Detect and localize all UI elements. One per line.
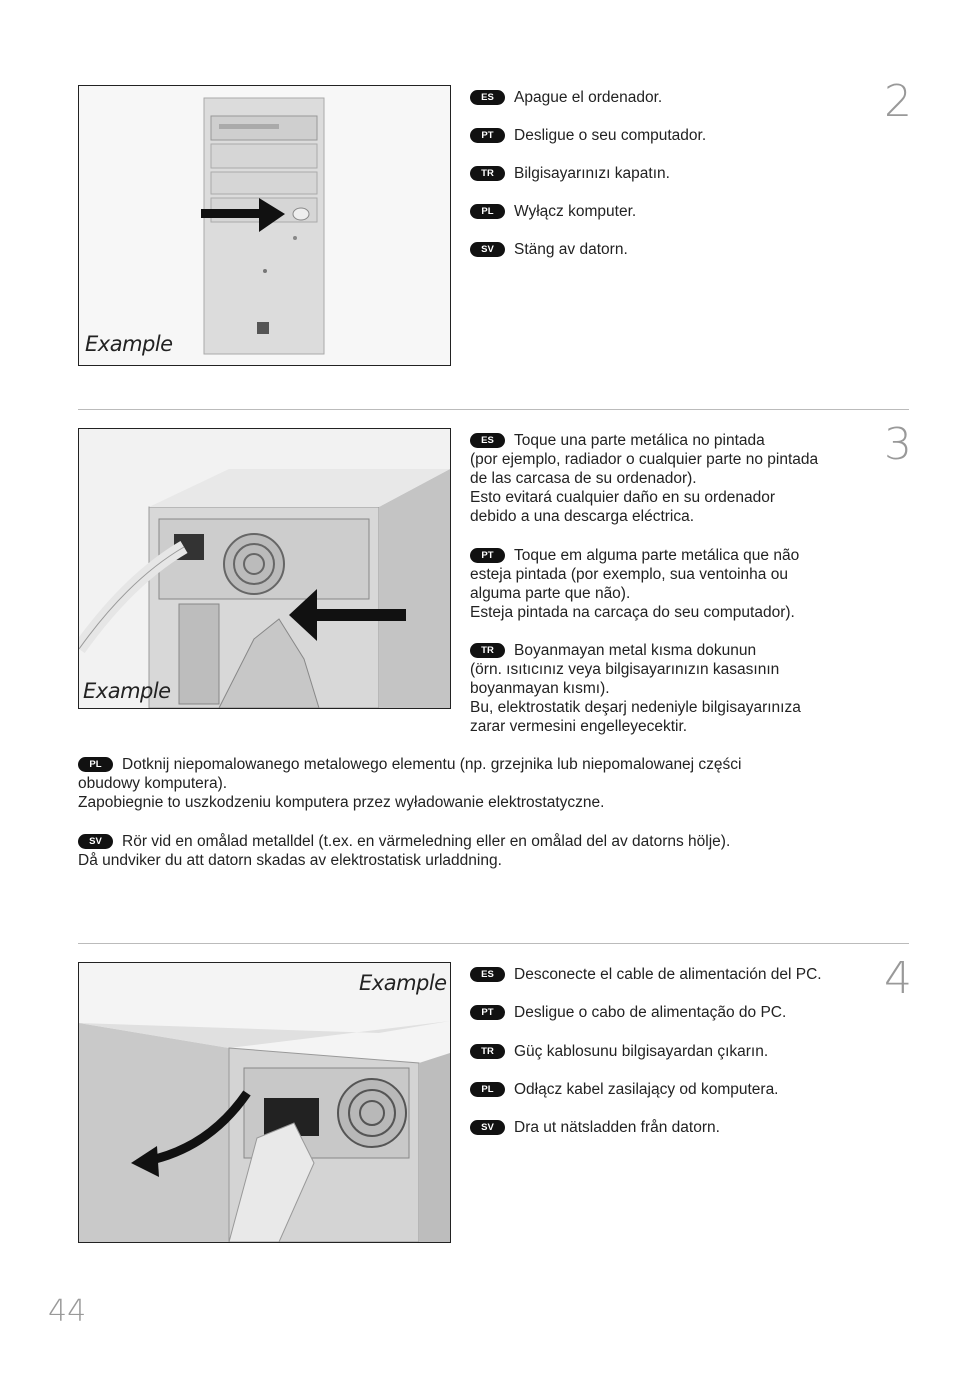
lang-badge-pl: PL: [470, 204, 505, 219]
pc-tower-unplug-illustration: [79, 963, 450, 1242]
lang-badge-tr: TR: [470, 166, 505, 181]
step4-line-pt: [470, 1003, 786, 1022]
step4-line-sv: [470, 1118, 720, 1137]
step4-line-es: [470, 965, 822, 984]
step2-text-tr: Bilgisayarınızı kapatın.: [514, 165, 670, 182]
step3-pt-line: esteja pintada (por exemplo, sua ventoinha ou: [470, 566, 788, 583]
lang-badge-pt: PT: [470, 1005, 505, 1020]
lang-badge-tr: TR: [470, 1044, 505, 1059]
step3-pt-first-line: Toque em alguma parte metálica que não: [514, 547, 800, 564]
lang-badge-pt: PT: [470, 548, 505, 563]
step3-pl-first-line: Dotknij niepomalowanego metalowego elementu (np. grzejnika lub niepomalowanej części: [122, 756, 742, 773]
section-divider: [78, 943, 909, 944]
lang-badge-sv: SV: [470, 242, 505, 257]
step3-es-paragraph: [470, 431, 818, 526]
step3-tr-line: Bu, elektrostatik deşarj nedeniyle bilgisayarınıza: [470, 699, 801, 716]
lang-badge-pl: PL: [470, 1082, 505, 1097]
step3-tr-line: zarar vermesini engelleyecektir.: [470, 718, 688, 735]
step3-pl-line: obudowy komputera).: [78, 775, 228, 792]
example-label: Example: [83, 679, 171, 703]
lang-badge-pl: PL: [78, 757, 113, 772]
step3-pt-line: Esteja pintada na carcaça do seu computador).: [470, 604, 795, 621]
step3-photo: [78, 428, 451, 709]
step-number-4: 4: [884, 953, 912, 1004]
step4-photo: [78, 962, 451, 1243]
pc-tower-back-touch-illustration: [79, 429, 450, 708]
step3-es-line: de las carcasa de su ordenador).: [470, 470, 697, 487]
step3-sv-line: Då undviker du att datorn skadas av elektrostatisk urladdning.: [78, 852, 502, 869]
lang-badge-pt: PT: [470, 128, 505, 143]
step2-line-es: [470, 88, 662, 107]
step3-tr-line: boyanmayan kısmı).: [470, 680, 610, 697]
lang-badge-sv: SV: [470, 1120, 505, 1135]
step3-es-first-line: Toque una parte metálica no pintada: [514, 432, 765, 449]
step4-text-es: Desconecte el cable de alimentación del PC.: [514, 966, 822, 983]
step2-text-sv: Stäng av datorn.: [514, 241, 628, 258]
lang-badge-es: ES: [470, 967, 505, 982]
step3-tr-first-line: Boyanmayan metal kısma dokunun: [514, 642, 757, 659]
pc-tower-front-illustration: [79, 86, 450, 365]
step2-line-pt: [470, 126, 706, 145]
step2-photo: [78, 85, 451, 366]
step2-line-sv: [470, 240, 628, 259]
step2-text-pt: Desligue o seu computador.: [514, 127, 707, 144]
lang-badge-sv: SV: [78, 834, 113, 849]
step3-es-line: (por ejemplo, radiador o cualquier parte no pintada: [470, 451, 819, 468]
step3-tr-paragraph: [470, 641, 801, 736]
step2-text-es: Apague el ordenador.: [514, 89, 663, 106]
step3-sv-paragraph: [78, 832, 730, 870]
step3-sv-first-line: Rör vid en omålad metalldel (t.ex. en värmeledning eller en omålad del av datorns hölje).: [122, 833, 731, 850]
step3-es-line: Esto evitará cualquier daño en su ordenador: [470, 489, 776, 506]
step4-line-tr: [470, 1042, 768, 1061]
step2-line-tr: [470, 164, 670, 183]
step3-pl-line: Zapobiegnie to uszkodzeniu komputera przez wyładowanie elektrostatyczne.: [78, 794, 605, 811]
step4-text-tr: Güç kablosunu bilgisayardan çıkarın.: [514, 1043, 769, 1060]
lang-badge-tr: TR: [470, 643, 505, 658]
step3-es-line: debido a una descarga eléctrica.: [470, 508, 695, 525]
step2-line-pl: [470, 202, 636, 221]
step4-text-pl: Odłącz kabel zasilający od komputera.: [514, 1081, 779, 1098]
step-number-3: 3: [884, 419, 912, 470]
step2-text-pl: Wyłącz komputer.: [514, 203, 637, 220]
step3-pt-paragraph: [470, 546, 799, 622]
step3-pl-paragraph: [78, 755, 742, 812]
step-number-2: 2: [884, 76, 912, 127]
example-label: Example: [85, 332, 173, 356]
step4-text-sv: Dra ut nätsladden från datorn.: [514, 1119, 720, 1136]
step3-tr-line: (örn. ısıtıcınız veya bilgisayarınızın kasasının: [470, 661, 780, 678]
page-number: 44: [48, 1294, 87, 1329]
step3-pt-line: alguma parte que não).: [470, 585, 631, 602]
section-divider: [78, 409, 909, 410]
step4-line-pl: [470, 1080, 779, 1099]
step4-text-pt: Desligue o cabo de alimentação do PC.: [514, 1004, 787, 1021]
lang-badge-es: ES: [470, 90, 505, 105]
example-label: Example: [359, 971, 447, 995]
lang-badge-es: ES: [470, 433, 505, 448]
